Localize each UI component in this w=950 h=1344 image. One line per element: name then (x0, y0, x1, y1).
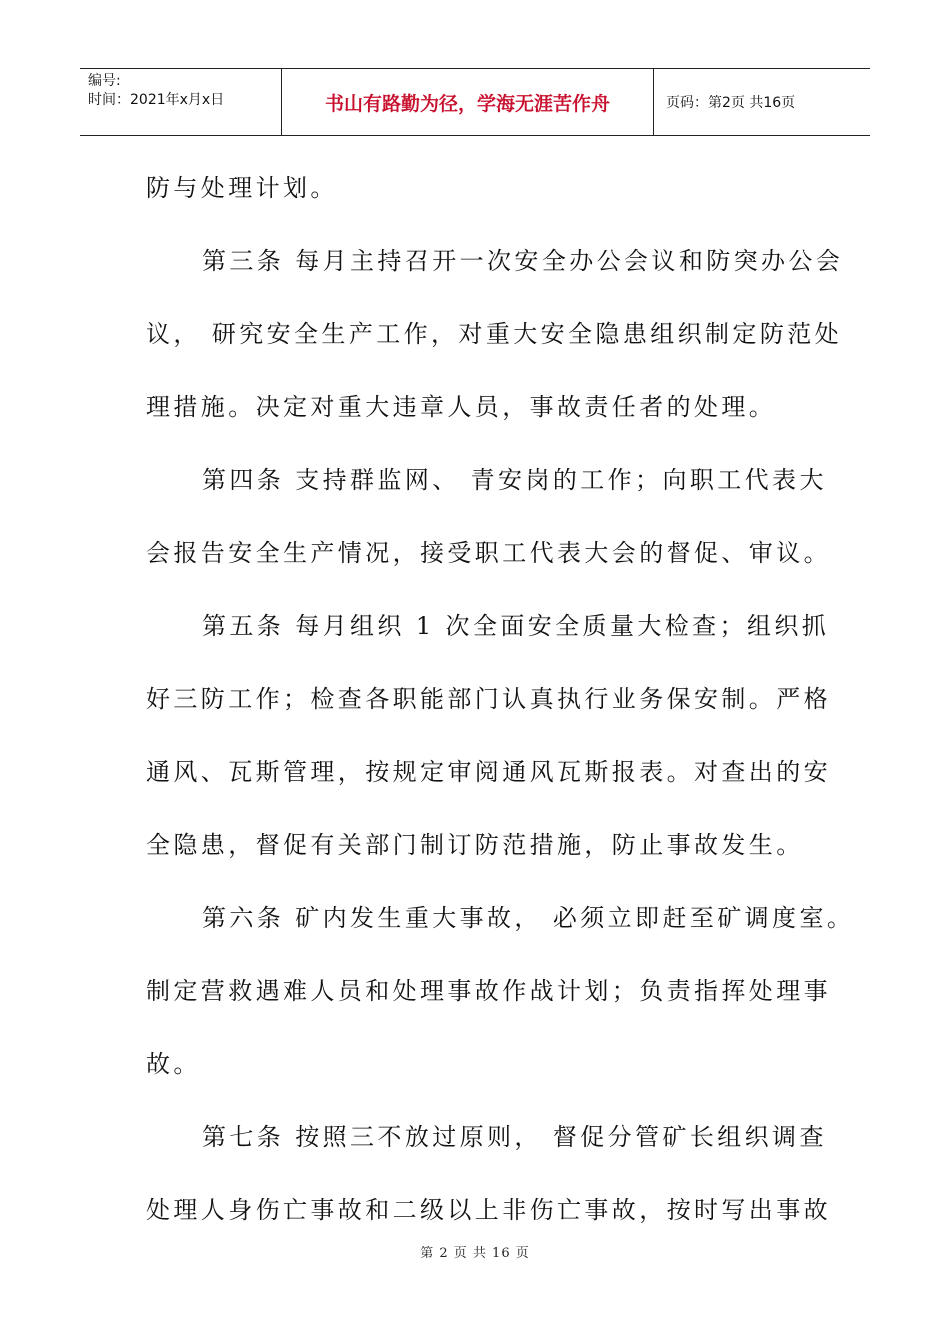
body-line: 处理人身伤亡事故和二级以上非伤亡事故，按时写出事故 (146, 1196, 831, 1224)
body-line: 好三防工作；检查各职能部门认真执行业务保安制。严格 (146, 685, 831, 713)
header-page-info: 页码：第2页 共16页 (666, 95, 796, 111)
page-footer: 第 2 页 共 16 页 (420, 1246, 530, 1261)
body-line: 第六条 矿内发生重大事故， 必须立即赶至矿调度室。 (202, 904, 855, 932)
body-line: 第五条 每月组织 1 次全面安全质量大检查；组织抓 (202, 612, 830, 640)
body-line: 会报告安全生产情况，接受职工代表大会的督促、审议。 (146, 539, 831, 567)
body-line: 制定营救遇难人员和处理事故作战计划；负责指挥处理事 (146, 977, 831, 1005)
body-line: 第七条 按照三不放过原则， 督促分管矿长组织调查 (202, 1123, 827, 1151)
body-line: 第三条 每月主持召开一次安全办公会议和防突办公会 (202, 247, 844, 275)
body-line: 理措施。决定对重大违章人员，事故责任者的处理。 (146, 393, 777, 421)
document-body (146, 158, 855, 1253)
document-time-label: 时间：2021年x月x日 (88, 92, 225, 108)
header-motto: 书山有路勤为径，学海无涯苦作舟 (282, 69, 654, 135)
header-meta (80, 69, 282, 135)
body-line: 议， 研究安全生产工作，对重大安全隐患组织制定防范处 (146, 320, 843, 348)
body-line: 防与处理计划。 (146, 174, 338, 202)
body-line: 全隐患，督促有关部门制订防范措施，防止事故发生。 (146, 831, 804, 859)
body-line: 故。 (146, 1050, 201, 1078)
document-number-label: 编号: (88, 73, 121, 89)
body-line: 第四条 支持群监网、 青安岗的工作；向职工代表大 (202, 466, 827, 494)
body-line: 通风、瓦斯管理，按规定审阅通风瓦斯报表。对查出的安 (146, 758, 831, 786)
page-header (80, 68, 870, 136)
